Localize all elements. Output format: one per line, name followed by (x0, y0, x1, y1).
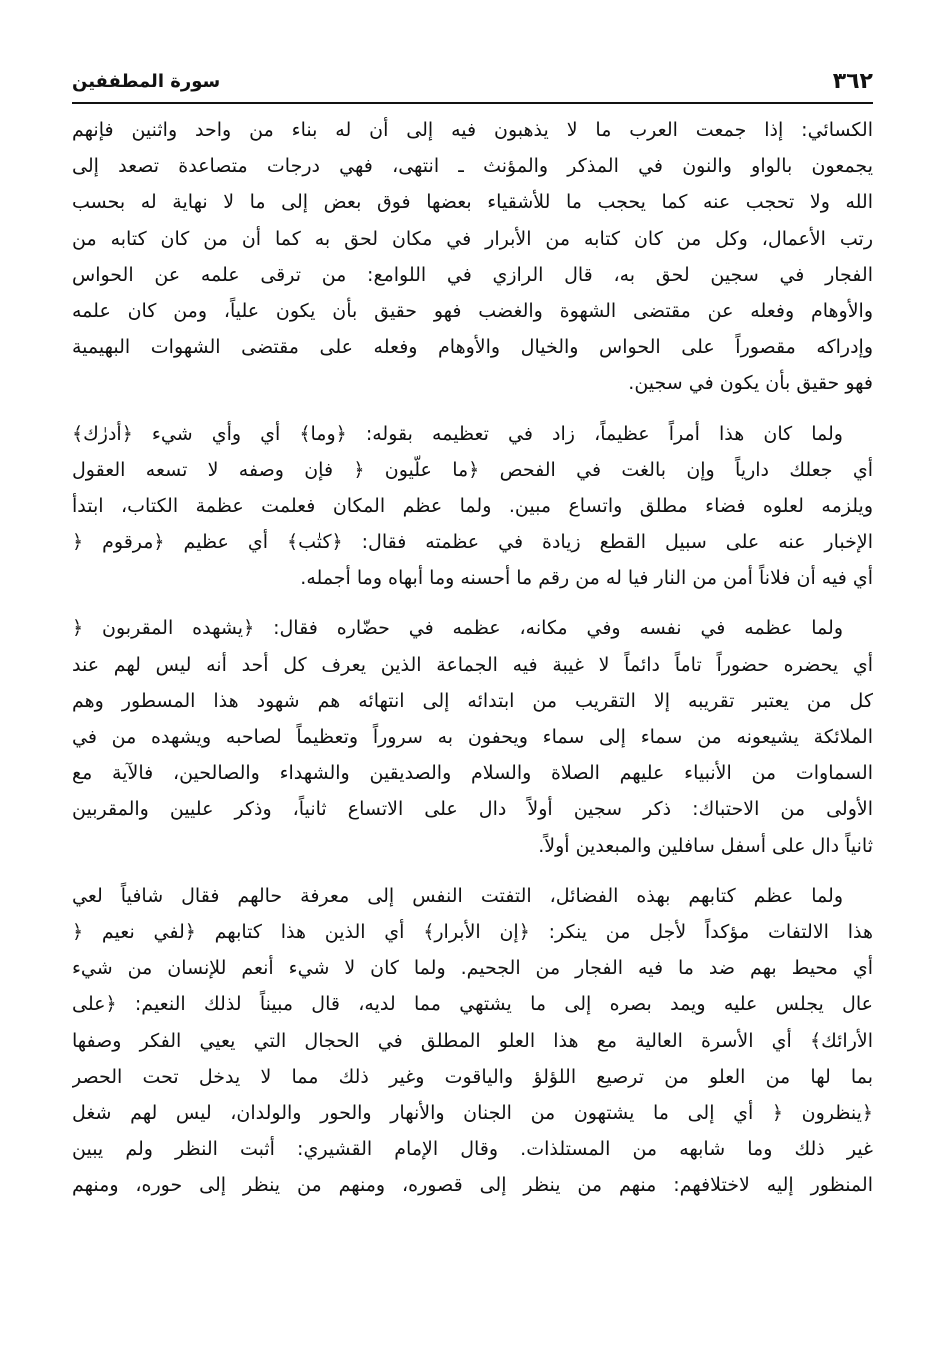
text-line: بما لها من العلو من ترصيع اللؤلؤ والياقوت وغير ذلك مما لا يدخل تحت الحصر (72, 1065, 873, 1088)
text-line: الكسائي: إذا جمعت العرب ما لا يذهبون فيه إلى أن له بناء من واحد واثنين فإنهم (72, 119, 873, 141)
paragraph-3 (72, 610, 873, 863)
text-line: الإخبار عنه على سبيل القطع زيادة في عظمته فقال: ﴿كتٰب﴾ أي عظيم ﴿مرقوم ﴿ (72, 531, 873, 554)
text-line: أي يحضره حضوراً تاماً دائماً لا غيبة فيه الجماعة الذين يعرف كل أحد أنه ليس لهم عند (72, 653, 873, 676)
text-line: ويلزمه لعلوه فضاء مطلق واتساع مبين. ولما عظم المكان فعلمت عظمة الكتاب، ابتدأ (72, 494, 873, 517)
text-line: الأرائك﴾ أي الأسرة العالية مع هذا العلو المطلق في الحجال التي يعيي الفكر وصفها (72, 1029, 873, 1052)
surah-title: سورة المطففين (72, 71, 221, 92)
text-line: الفجار في سجين لحق به، قال الرازي في اللوامع: من ترقى علمه عن الحواس (72, 263, 873, 286)
text-line: ﴿ينظرون ﴿ أي إلى ما يشتهون من الجنان والأنهار والحور والولدان، ليس لهم شغل (72, 1101, 873, 1124)
text-line: الله ولا تحجب عنه كما يحجب ما للأشقياء بعضها فوق بعض إلى ما لا نهاية له بحسب (72, 191, 873, 214)
text-line: والأوهام وفعله عن مقتضى الشهوة والغضب فهو حقيق بأن يكون علياً، ومن كان علمه (72, 299, 873, 322)
paragraph-1 (72, 112, 873, 402)
paragraph-2 (72, 416, 873, 597)
paragraph-4 (72, 878, 873, 1204)
text-line: أي محيط بهم ضد ما فيه الفجار من الجحيم. ولما كان لا شيء أنعم للإنسان من شيء (72, 957, 873, 980)
text-line: أي جعلك دارياً وإن بالغت في الفحص ﴿ما علّيون ﴿ فإن وصفه لا تسعه العقول (72, 458, 873, 481)
text-line: هذا الالتفات مؤكداً لأجل من ينكر: ﴿إن الأبرار﴾ أي الذين هذا كتابهم ﴿لفي نعيم ﴿ (72, 920, 873, 943)
page-body (72, 112, 873, 1217)
text-line: ولما عظم كتابهم بهذه الفضائل، التفتت النفس إلى معرفة حالهم فقال شافياً لعي (72, 884, 843, 907)
text-line: المنظور إليه لاختلافهم: منهم من ينظر إلى قصوره، ومنهم من ينظر إلى حوره، ومنهم (72, 1174, 873, 1197)
text-line: ولما عظمه في نفسه وفي مكانه، عظمه في حضّاره فقال: ﴿يشهده المقربون ﴿ (72, 617, 843, 640)
text-line: فهو حقيق بأن يكون في سجين. (628, 372, 873, 395)
text-line: رتب الأعمال، وكل من كان كتابه من الأبرار في مكان لحق به كما أن من كان كتابه من (72, 227, 873, 250)
text-line: الملائكة يشيعونه من سماء إلى سماء ويحفون به سروراً وتعظيماً لصاحبه ويشهده من في (72, 726, 873, 748)
text-line: السماوات من الأنبياء عليهم الصلاة والسلام والصديقين والشهداء والصالحين، فالآية مع (72, 762, 873, 785)
page-header (72, 62, 873, 104)
text-line: وإدراكه مقصوراً على الحواس والخيال والأوهام وفعله على مقتضى الشهوات البهيمية (72, 336, 873, 359)
text-line: أي فيه أن فلاناً أمن من النار فيا له من رقم ما أحسنه وما أبهاه وما أجمله. (300, 567, 873, 590)
text-line: عال يجلس عليه ويمد بصره إلى ما يشتهي مما لديه، قال مبيناً لذلك النعيم: ﴿على (72, 993, 873, 1016)
text-line: كل من يعتبر تقريبه إلا التقريب من ابتدائه إلى انتهائه هم شهود هذا المسطور وهم (72, 689, 873, 712)
text-line: يجمعون بالواو والنون في المذكر والمؤنث ـ انتهى، فهي درجات متصاعدة تصعد إلى (72, 155, 873, 178)
page-number: ٣٦٢ (832, 69, 873, 94)
text-line: غير ذلك وما شابهه من المستلذات. وقال الإمام القشيري: أثبت النظر ولم يبين (72, 1138, 873, 1161)
text-line: ولما كان هذا أمراً عظيماً، زاد في تعظيمه بقوله: ﴿وما﴾ أي وأي شيء ﴿أدرٰك﴾ (72, 422, 843, 445)
text-line: ثانياً دال على أسفل سافلين والمبعدين أولاً. (538, 834, 873, 857)
text-line: الأولى من الاحتباك: ذكر سجين أولاً دال على الاتساع ثانياً، وذكر عليين والمقربين (72, 798, 873, 821)
